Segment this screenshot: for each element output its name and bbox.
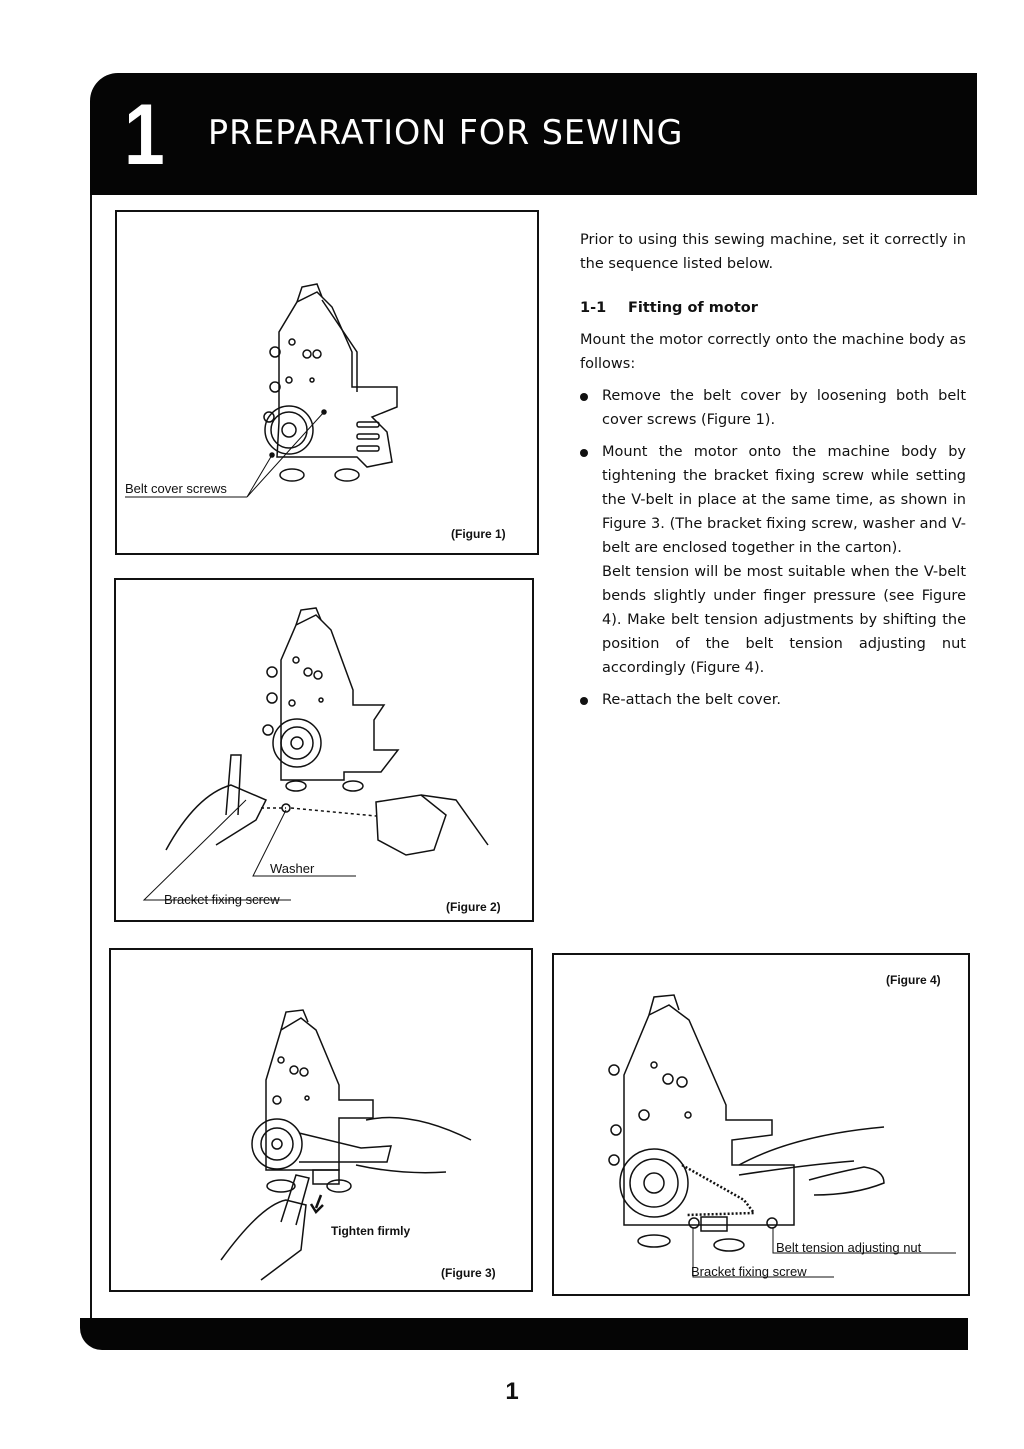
figure-3-caption: (Figure 3): [441, 1266, 496, 1280]
list-item: Remove the belt cover by loosening both belt cover screws (Figure 1).: [580, 384, 966, 432]
bullet-icon: [580, 697, 588, 705]
list-item: Mount the motor onto the machine body by tightening the bracket fixing screw while setting the V-belt in place at the same time, as shown in Figure 3. (The bracket fixing screw, washer and V-belt are enclosed together in the carton). Belt tension will be most suitable when the V-belt bends slightly under finger pressure (see Figure 4). Make belt tension adjustments by shifting the position of the belt tension adjusting nut accordingly (Figure 4).: [580, 440, 966, 680]
list-item: Re-attach the belt cover.: [580, 688, 966, 712]
tighten-screw-illustration-icon: [111, 950, 531, 1290]
bullet-icon: [580, 393, 588, 401]
figure-1: [115, 210, 539, 555]
chapter-title: PREPARATION FOR SEWING: [208, 113, 684, 153]
section-heading: [580, 296, 966, 320]
figure-2-caption: (Figure 2): [446, 900, 501, 914]
figure-4-caption: (Figure 4): [886, 973, 941, 987]
page-left-rule: [90, 195, 92, 1330]
footer-band: [80, 1318, 968, 1350]
belt-tension-note: Belt tension will be most suitable when the V-belt bends slightly under finger pressure (see Figure 4). Make belt tension adjustments by shifting the position of the belt tension adjusting nut accordingly (Figure 4).: [602, 564, 966, 676]
instruction-list: [580, 384, 966, 712]
label-tighten-firmly: Tighten firmly: [331, 1224, 411, 1238]
label-bracket-fixing-screw: Bracket fixing screw: [164, 892, 280, 907]
label-belt-cover-screws: Belt cover screws: [125, 481, 227, 496]
section-number: 1-1: [580, 300, 607, 316]
section-lead: Mount the motor correctly onto the machine body as follows:: [580, 332, 966, 372]
chapter-header: [90, 73, 977, 195]
bullet-icon: [580, 449, 588, 457]
page-number: 1: [505, 1378, 519, 1405]
figure-1-caption: (Figure 1): [451, 527, 506, 541]
chapter-number: 1: [124, 87, 163, 183]
label-washer: Washer: [270, 861, 315, 876]
sewing-machine-illustration-icon: [117, 212, 537, 553]
figure-2: [114, 578, 534, 922]
section-title: Fitting of motor: [628, 300, 758, 316]
label-bracket-fixing-screw-fig4: Bracket fixing screw: [691, 1264, 807, 1279]
motor-mounting-illustration-icon: [116, 580, 532, 920]
figure-4: [552, 953, 970, 1296]
instruction-text: [580, 228, 966, 720]
figure-3: [109, 948, 533, 1292]
intro-paragraph: Prior to using this sewing machine, set it correctly in the sequence listed below.: [580, 232, 966, 272]
label-belt-tension-adjusting-nut: Belt tension adjusting nut: [776, 1240, 922, 1255]
